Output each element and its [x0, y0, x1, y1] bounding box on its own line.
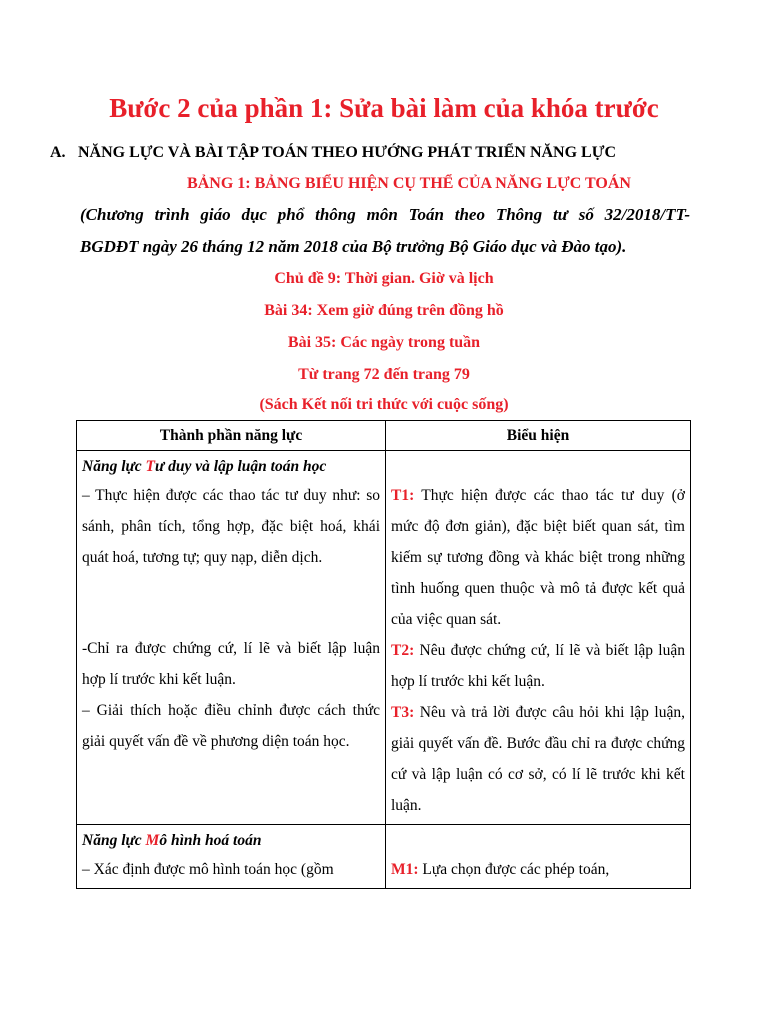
book-line: (Sách Kết nối tri thức với cuộc sống) — [259, 396, 509, 413]
expression-text: Thực hiện được các thao tác tư duy (ở mức độ đơn giản), đặc biệt biết quan sát, tìm kiếm sự tương đồng và khác biệt trong những tình huống quen thuộc và mô tả được kết quả của việc quan sát. — [391, 487, 685, 628]
expression-code: T3: — [391, 704, 415, 721]
table-cell — [77, 451, 386, 825]
table-row — [77, 451, 691, 825]
competency-description: – Thực hiện được các thao tác tư duy như: so sánh, phân tích, tổng hợp, đặc biệt hoá, khái quát hoá, tương tự; quy nạp, diễn dịch. — [82, 487, 380, 566]
pages-line: Từ trang 72 đến trang 79 — [298, 366, 470, 383]
table-cell — [386, 825, 691, 889]
expression-item — [391, 635, 685, 697]
topic-line: Chủ đề 9: Thời gian. Giờ và lịch — [274, 270, 494, 287]
expression-text: Lựa chọn được các phép toán, — [418, 861, 610, 878]
section-heading — [50, 144, 616, 162]
section-title: NĂNG LỰC VÀ BÀI TẬP TOÁN THEO HƯỚNG PHÁT TRIỂN NĂNG LỰC — [78, 144, 617, 161]
competency-description: – Xác định được mô hình toán học (gồm — [82, 861, 334, 878]
spacer — [391, 454, 685, 480]
expression-item — [391, 854, 685, 885]
group-suffix: ô hình hoá toán — [159, 832, 262, 849]
group-prefix: Năng lực — [82, 832, 146, 849]
group-suffix: ư duy và lập luận toán học — [155, 458, 327, 475]
competency-group-title — [82, 828, 380, 854]
column-header-components: Thành phần năng lực — [77, 421, 386, 451]
table-cell — [386, 451, 691, 825]
group-prefix: Năng lực — [82, 458, 146, 475]
spacer — [391, 828, 685, 854]
group-letter: T — [145, 458, 156, 475]
expression-code: M1: — [391, 861, 419, 878]
table-row — [77, 825, 691, 889]
lesson2-line: Bài 35: Các ngày trong tuần — [287, 334, 481, 351]
table-header-row — [77, 421, 691, 451]
spacer — [82, 573, 380, 633]
expression-code: T1: — [391, 487, 415, 504]
competency-table — [76, 420, 691, 889]
lesson1-line: Bài 34: Xem giờ đúng trên đồng hồ — [264, 302, 504, 319]
source-note-line2: BGDĐT ngày 26 tháng 12 năm 2018 của Bộ trưởng Bộ Giáo dục và Đào tạo). — [80, 237, 627, 256]
page-title: Bước 2 của phần 1: Sửa bài làm của khóa trước — [109, 93, 659, 123]
table-cell — [77, 825, 386, 889]
column-header-expressions: Biểu hiện — [386, 421, 691, 451]
table-title: BẢNG 1: BẢNG BIỂU HIỆN CỤ THỂ CỦA NĂNG LỰC TOÁN — [187, 175, 631, 192]
expression-text: Nêu và trả lời được câu hỏi khi lập luận, giải quyết vấn đề. Bước đầu chỉ ra được chứng cứ và lập luận có cơ sở, có lí lẽ trước khi kết luận. — [391, 704, 685, 814]
expression-code: T2: — [391, 642, 415, 659]
source-note-line1: (Chương trình giáo dục phổ thông môn Toán theo Thông tư số 32/2018/TT- — [80, 205, 690, 224]
expression-item — [391, 480, 685, 635]
competency-group-title — [82, 454, 380, 480]
expression-item — [391, 697, 685, 821]
section-label: A. — [50, 144, 66, 161]
competency-description: -Chỉ ra được chứng cứ, lí lẽ và biết lập luận hợp lí trước khi kết luận. — [82, 640, 380, 688]
group-letter: M — [145, 832, 160, 849]
expression-text: Nêu được chứng cứ, lí lẽ và biết lập luận hợp lí trước khi kết luận. — [391, 642, 685, 690]
competency-description: – Giải thích hoặc điều chỉnh được cách thức giải quyết vấn đề về phương diện toán học. — [82, 702, 380, 750]
